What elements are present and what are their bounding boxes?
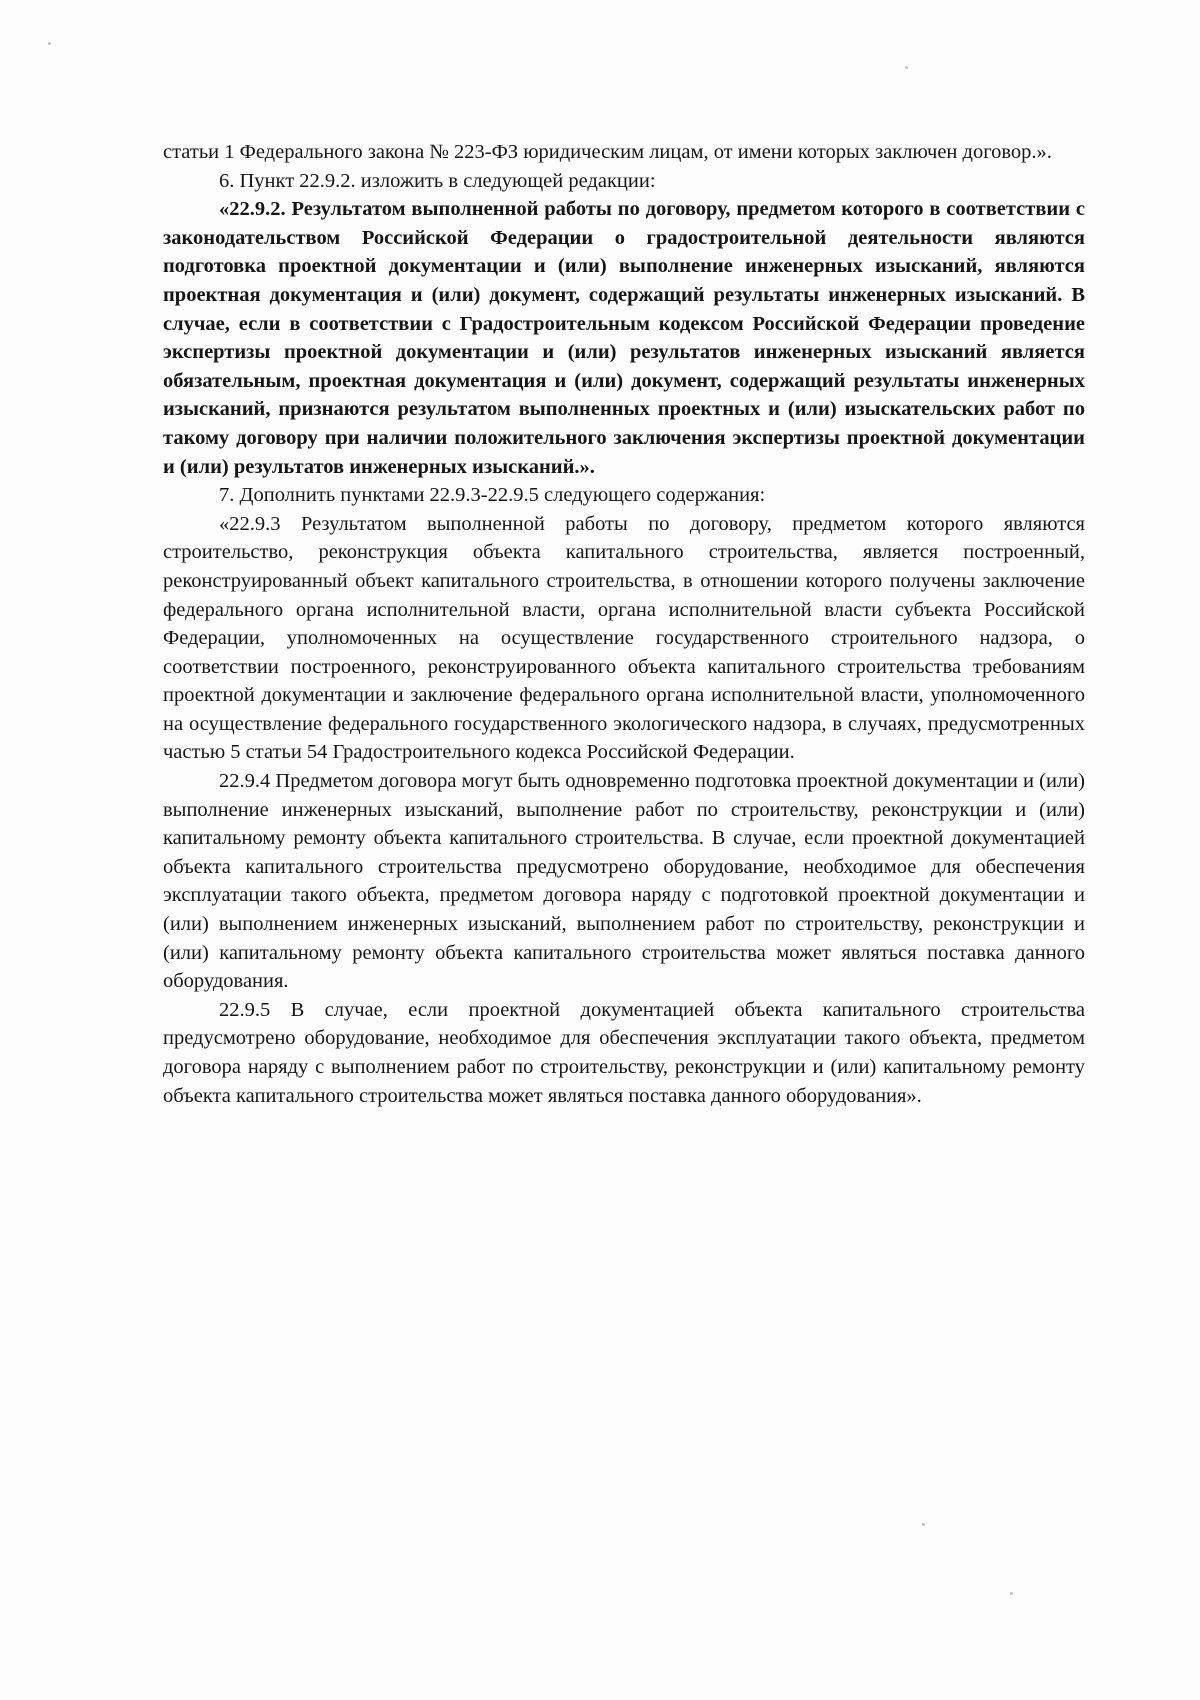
paragraph-22-9-4: 22.9.4 Предметом договора могут быть одновременно подготовка проектной документации и (или) выполнение инженерных изысканий, выполнение работ по строительству, реконструкции и (или) капитальному ремонту объекта капитального строительства. В случае, если проектной документацией объекта капитального строительства предусмотрено оборудование, необходимое для обеспечения эксплуатации такого объекта, предметом договора наряду с подготовкой проектной документации и (или) выполнением инженерных изысканий, выполнением работ по строительству, реконструкции и (или) капитальному ремонту объекта капитального строительства может являться поставка данного оборудования. xyxy=(163,770,1085,993)
document-body xyxy=(163,138,1085,1110)
paragraph-continuation: статьи 1 Федерального закона № 223-ФЗ юридическим лицам, от имени которых заключен договор.». xyxy=(163,141,1052,163)
scan-speck xyxy=(922,1523,925,1526)
paragraph-22-9-5: 22.9.5 В случае, если проектной документацией объекта капитального строительства предусмотрено оборудование, необходимое для обеспечения эксплуатации такого объекта, предметом договора наряду с выполнением работ по строительству, реконструкции и (или) капитальному ремонту объекта капитального строительства может являться поставка данного оборудования». xyxy=(163,998,1085,1107)
paragraph-22-9-3: «22.9.3 Результатом выполненной работы по договору, предметом которого являются строительство, реконструкция объекта капитального строительства, является построенный, реконструированный объект капитального строительства, в отношении которого получены заключение федерального органа исполнительной власти, органа исполнительной власти субъекта Российской Федерации, уполномоченных на осуществление государственного строительного надзора, о соответствии построенного, реконструированного объекта капитального строительства требованиям проектной документации и заключение федерального органа исполнительной власти, уполномоченного на осуществление федерального государственного экологического надзора, в случаях, предусмотренных частью 5 статьи 54 Градостроительного кодекса Российской Федерации. xyxy=(163,512,1085,764)
paragraph-item-7: 7. Дополнить пунктами 22.9.3-22.9.5 следующего содержания: xyxy=(219,484,766,507)
scan-speck xyxy=(1010,1592,1013,1595)
scan-speck xyxy=(905,66,908,69)
paragraph-item-6: 6. Пункт 22.9.2. изложить в следующей редакции: xyxy=(219,169,656,192)
paragraph-22-9-2: «22.9.2. Результатом выполненной работы по договору, предметом которого в соответствии с законодательством Российской Федерации о градостроительной деятельности являются подготовка проектной документации и (или) выполнение инженерных изысканий, являются проектная документация и (или) документ, содержащий результаты инженерных изысканий. В случае, если в соответствии с Градостроительным кодексом Российской Федерации проведение экспертизы проектной документации и (или) результатов инженерных изысканий является обязательным, проектная документация и (или) документ, содержащий результаты инженерных изысканий, признаются результатом выполненных проектных и (или) изыскательских работ по такому договору при наличии положительного заключения экспертизы проектной документации и (или) результатов инженерных изысканий.». xyxy=(163,198,1085,478)
scan-speck xyxy=(48,42,51,45)
